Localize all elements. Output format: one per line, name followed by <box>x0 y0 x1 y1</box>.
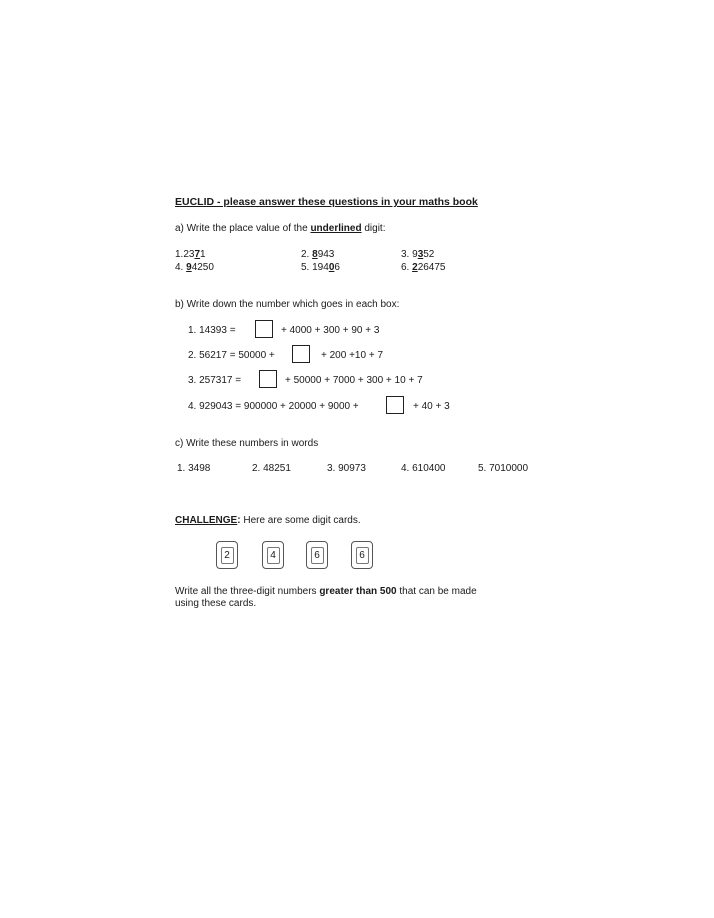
words-item: 4. 610400 <box>401 463 446 474</box>
digit-card <box>351 541 373 569</box>
digit-card <box>262 541 284 569</box>
place-value-item: 1.2371 <box>175 249 206 260</box>
answer-box[interactable] <box>386 396 404 414</box>
digit-card-value: 6 <box>311 547 324 564</box>
words-item: 2. 48251 <box>252 463 291 474</box>
digit-card-value: 2 <box>221 547 234 564</box>
answer-box[interactable] <box>292 345 310 363</box>
answer-box[interactable] <box>259 370 277 388</box>
partition-left: 1. 14393 = <box>188 325 236 336</box>
challenge-instruction: Write all the three-digit numbers greater than 500 that can be made <box>175 586 477 597</box>
place-value-item: 6. 226475 <box>401 262 446 273</box>
challenge-label: CHALLENGE <box>175 515 238 526</box>
digit-card-value: 6 <box>356 547 369 564</box>
section-b-prompt: b) Write down the number which goes in each box: <box>175 299 400 310</box>
partition-right: + 40 + 3 <box>413 401 450 412</box>
digit-card-value: 4 <box>267 547 280 564</box>
partition-right: + 200 +10 + 7 <box>321 350 384 361</box>
challenge-instruction-line2: using these cards. <box>175 598 257 609</box>
partition-right: + 50000 + 7000 + 300 + 10 + 7 <box>285 375 423 386</box>
words-item: 3. 90973 <box>327 463 366 474</box>
words-item: 1. 3498 <box>177 463 211 474</box>
section-a-prompt-text: a) Write the place value of the <box>175 223 311 234</box>
partition-left: 2. 56217 = 50000 + <box>188 350 275 361</box>
worksheet-title: EUCLID - please answer these questions in your maths book <box>175 196 478 208</box>
place-value-item: 2. 8943 <box>301 249 335 260</box>
answer-box[interactable] <box>255 320 273 338</box>
section-a-prompt-end: digit: <box>361 223 386 234</box>
section-c-prompt: c) Write these numbers in words <box>175 438 319 449</box>
digit-card <box>216 541 238 569</box>
digit-card <box>306 541 328 569</box>
section-a-prompt-underlined: underlined <box>310 223 362 234</box>
partition-left: 3. 257317 = <box>188 375 242 386</box>
words-item: 5. 7010000 <box>478 463 529 474</box>
partition-right: + 4000 + 300 + 90 + 3 <box>281 325 380 336</box>
place-value-item: 3. 9352 <box>401 249 435 260</box>
partition-left: 4. 929043 = 900000 + 20000 + 9000 + <box>188 401 359 412</box>
place-value-item: 5. 19406 <box>301 262 340 273</box>
instruction-bold: greater than 500 <box>319 586 397 597</box>
place-value-item: 4. 94250 <box>175 262 214 273</box>
challenge-text: Here are some digit cards. <box>240 515 361 526</box>
challenge-heading: CHALLENGE: Here are some digit cards. <box>175 515 361 526</box>
section-a-prompt <box>175 223 385 234</box>
